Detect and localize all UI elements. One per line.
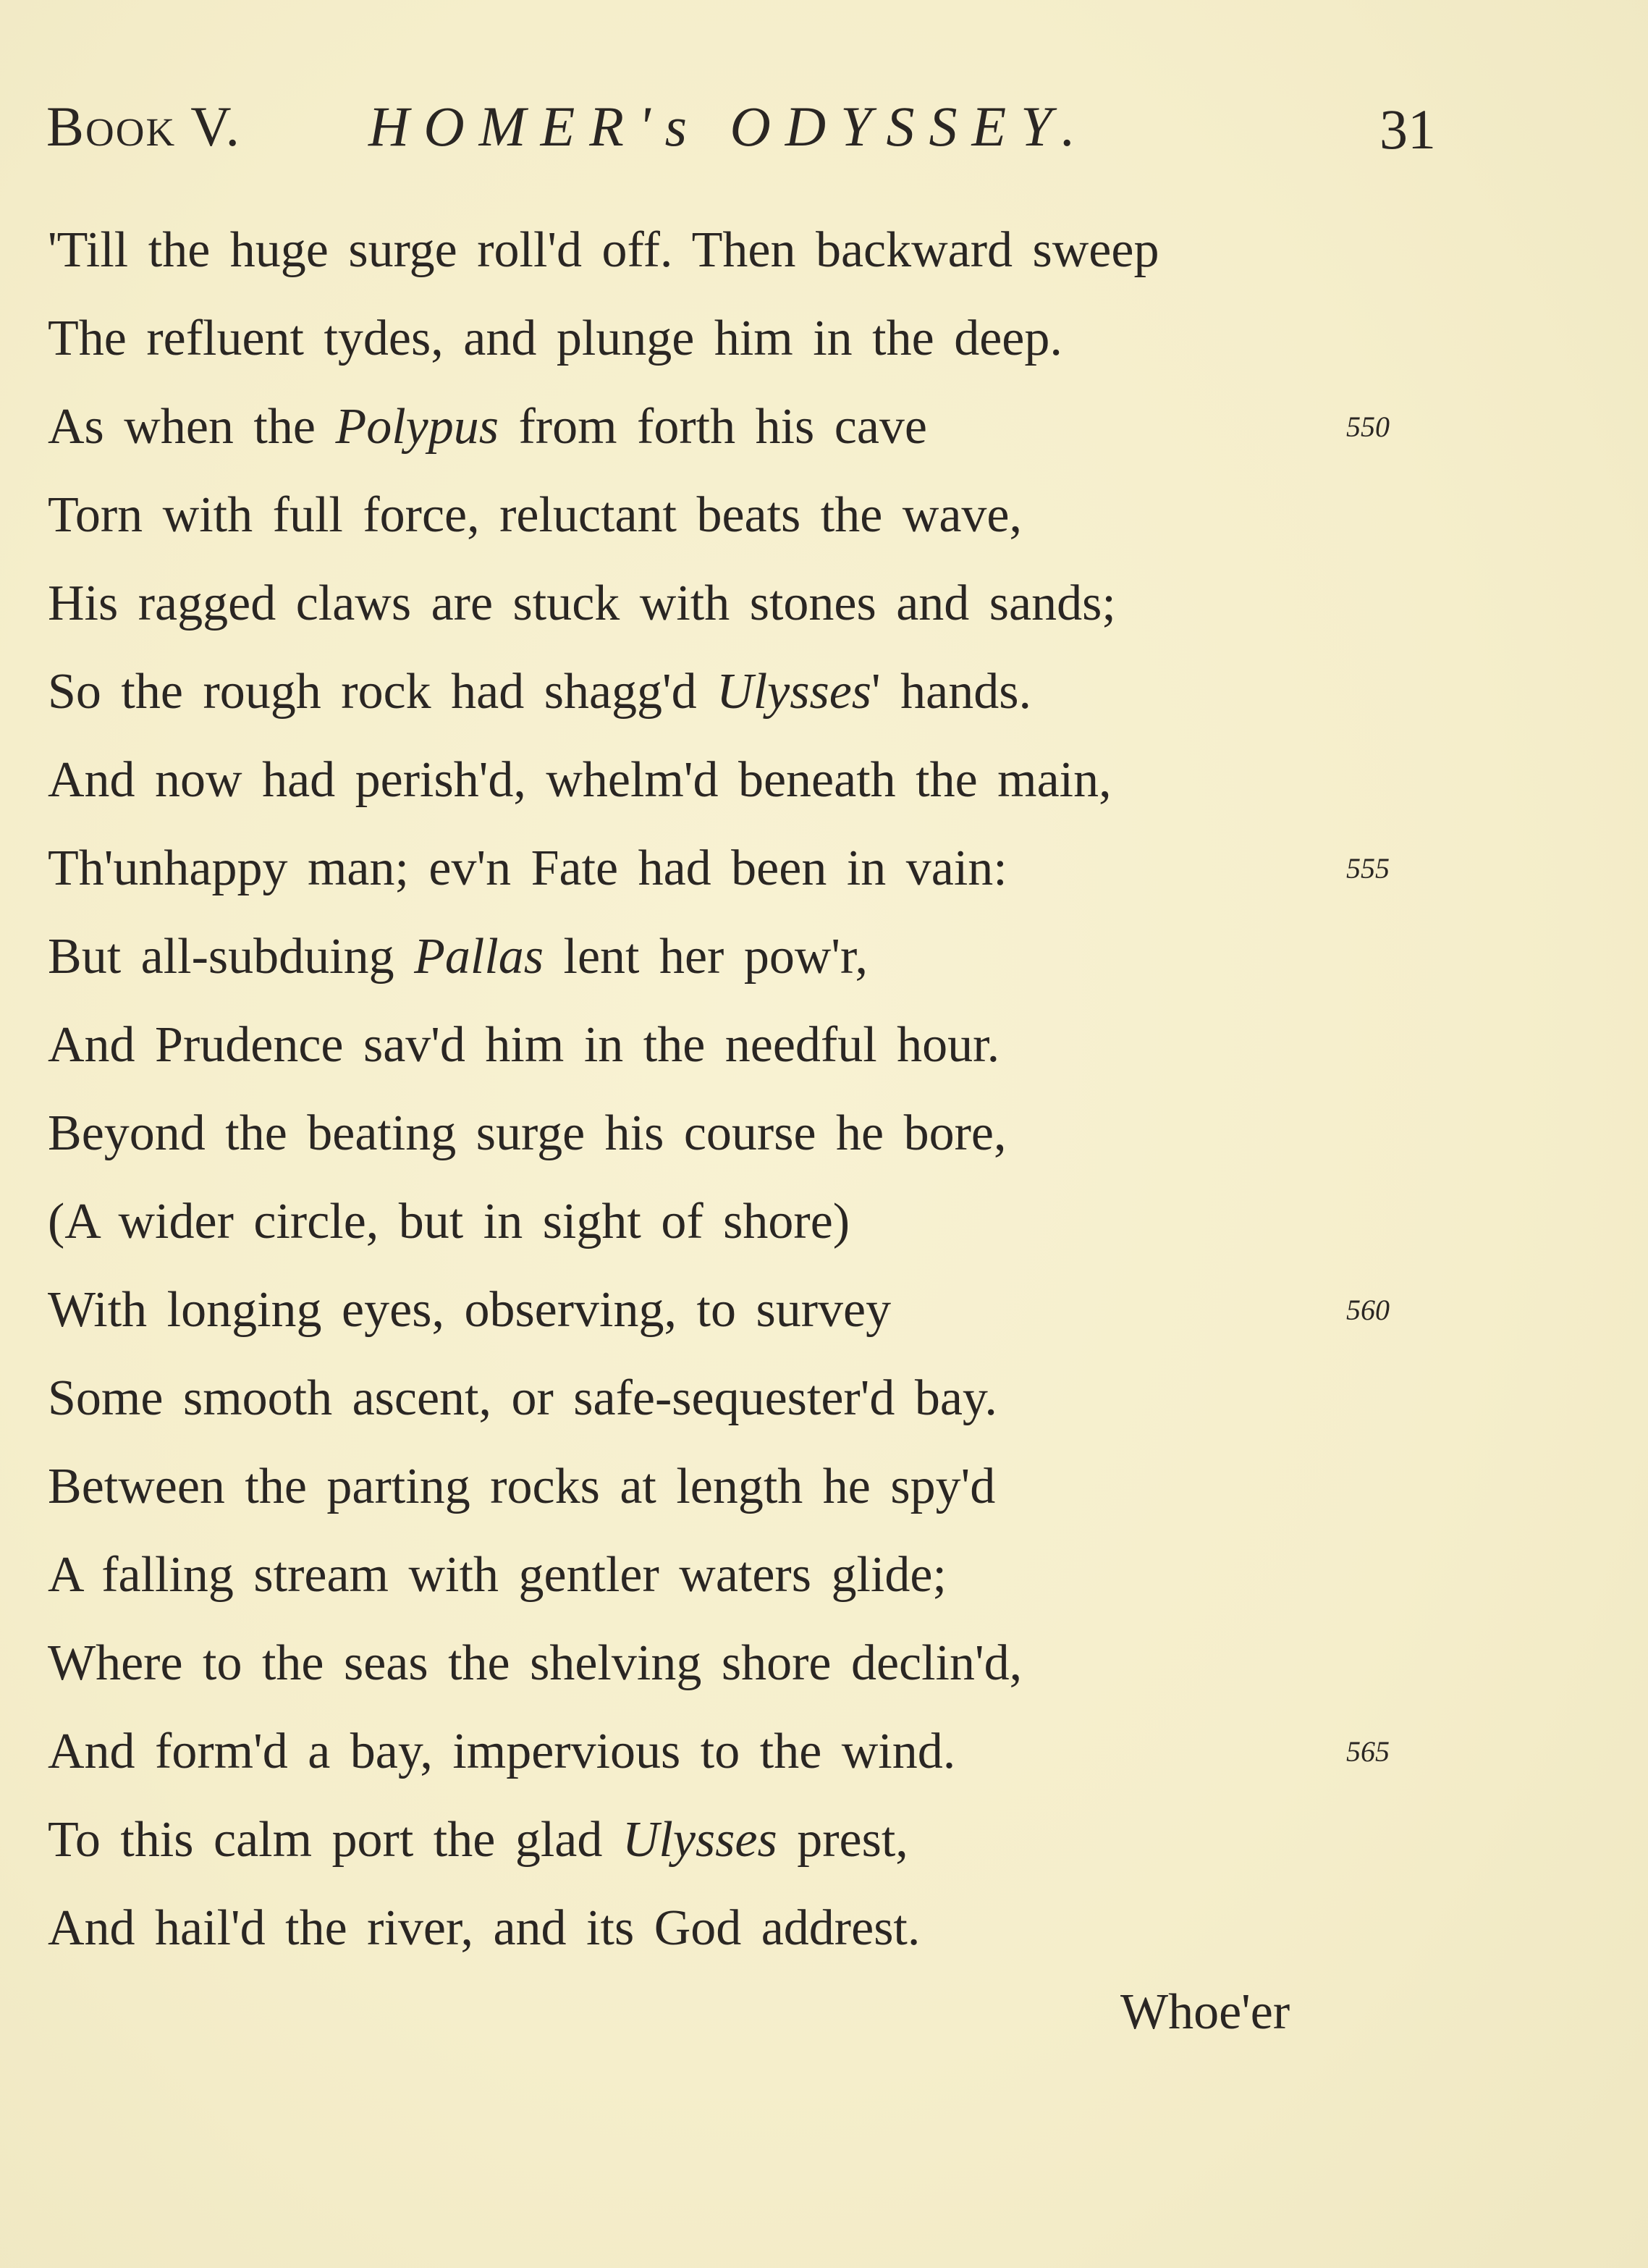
verse-line bbox=[48, 1443, 1423, 1531]
verse-text: Some smooth ascent, or safe-sequester'd bay. bbox=[48, 1370, 997, 1426]
verse-text: With longing eyes, observing, to survey bbox=[48, 1282, 892, 1338]
line-number: 560 bbox=[1346, 1294, 1390, 1326]
verse-text: And Prudence sav'd him in the needful hour. bbox=[48, 1017, 1000, 1073]
verse-line bbox=[48, 1001, 1423, 1089]
running-title: HOMER's ODYSSEY. bbox=[368, 95, 1090, 158]
verse-text: 'Till the huge surge roll'd off. Then backward sweep bbox=[48, 222, 1159, 278]
verse-line bbox=[48, 560, 1423, 648]
verse-line bbox=[48, 1531, 1423, 1619]
verse-text: So the rough rock had shagg'd Ulysses' hands. bbox=[48, 664, 1031, 720]
verse-line bbox=[48, 1354, 1423, 1443]
verse-line bbox=[48, 1708, 1423, 1796]
verse-line bbox=[48, 383, 1423, 471]
line-number: 565 bbox=[1346, 1735, 1390, 1768]
verse-line bbox=[48, 1266, 1423, 1354]
verse-line bbox=[48, 1796, 1423, 1884]
page-number: 31 bbox=[1379, 98, 1436, 161]
verse-text: Th'unhappy man; ev'n Fate had been in vain: bbox=[48, 840, 1007, 896]
verse-text: Where to the seas the shelving shore declin'd, bbox=[48, 1635, 1023, 1691]
verse-line bbox=[48, 1619, 1423, 1708]
verse-block bbox=[48, 206, 1423, 1973]
verse-text: (A wider circle, but in sight of shore) bbox=[48, 1194, 850, 1249]
verse-line bbox=[48, 736, 1423, 825]
verse-text: As when the Polypus from forth his cave bbox=[48, 399, 928, 455]
verse-line bbox=[48, 295, 1423, 383]
verse-text: To this calm port the glad Ulysses prest, bbox=[48, 1812, 908, 1868]
verse-text: Torn with full force, reluctant beats the wave, bbox=[48, 487, 1022, 543]
book-label: Book V. bbox=[46, 95, 242, 158]
verse-line bbox=[48, 825, 1423, 913]
verse-line bbox=[48, 913, 1423, 1001]
verse-text: A falling stream with gentler waters glide; bbox=[48, 1547, 947, 1603]
verse-line bbox=[48, 1884, 1423, 1973]
verse-text: And now had perish'd, whelm'd beneath the main, bbox=[48, 752, 1112, 808]
verse-text: And hail'd the river, and its God addrest. bbox=[48, 1900, 921, 1956]
verse-line bbox=[48, 1089, 1423, 1178]
verse-text: The refluent tydes, and plunge him in the deep. bbox=[48, 311, 1062, 366]
verse-text: And form'd a bay, impervious to the wind. bbox=[48, 1724, 956, 1779]
verse-text: Between the parting rocks at length he spy'd bbox=[48, 1459, 996, 1514]
verse-line bbox=[48, 1178, 1423, 1266]
running-header bbox=[46, 94, 1436, 166]
verse-text: Beyond the beating surge his course he bore, bbox=[48, 1105, 1007, 1161]
catchword: Whoe'er bbox=[1120, 1984, 1290, 2040]
verse-text: His ragged claws are stuck with stones and sands; bbox=[48, 576, 1116, 631]
verse-line bbox=[48, 648, 1423, 736]
line-number: 555 bbox=[1346, 852, 1390, 885]
verse-line bbox=[48, 471, 1423, 560]
line-number: 550 bbox=[1346, 410, 1390, 443]
verse-line bbox=[48, 206, 1423, 295]
verse-text: But all-subduing Pallas lent her pow'r, bbox=[48, 929, 869, 985]
